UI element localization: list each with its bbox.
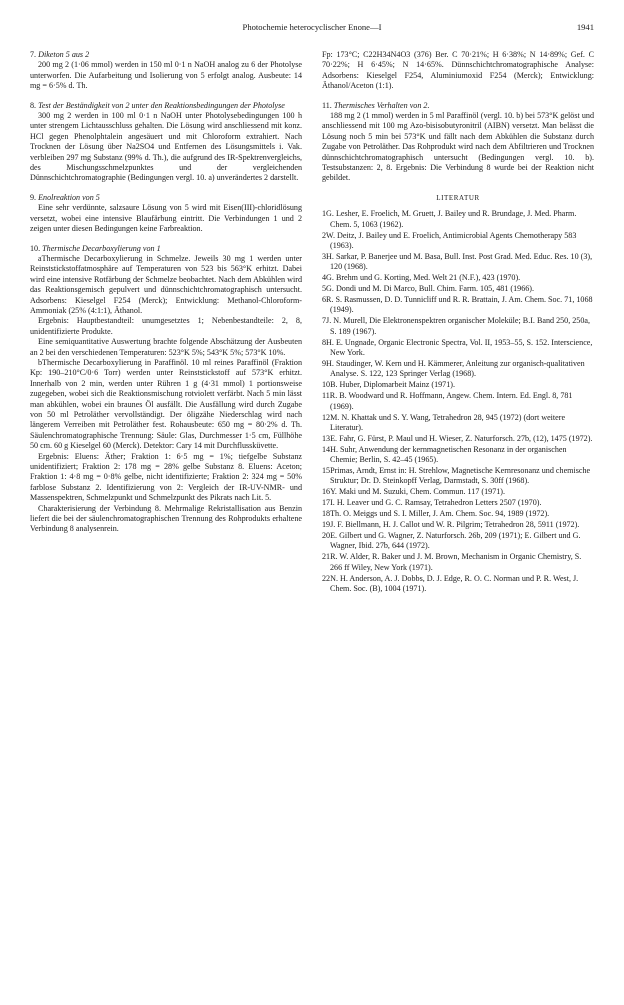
paragraph: Ergebnis: Eluens: Äther; Fraktion 1: 6·5 mg = 1%; tiefgelbe Substanz unidentifiziert; Fraktion 2: 178 mg = 28% gelbe Substanz 8. Eluens: Aceton; Fraktion 1: 4·8 mg = 0·8% gelbe, nicht identifizierte; Fraktion 2: 324 mg = 50% farblose Substanz 2. Identifizierung von 2: Vergleich der IR-UV-NMR- und Massenspektren, Schmelzpunkt und Schmelzpunkt des Pikrats nach Lit. 5. (30, 451, 302, 503)
reference-item: 19J. F. Biellmann, H. J. Callot und W. R. Pilgrim; Tetrahedron 28, 5911 (1972). (322, 520, 580, 530)
paragraph: 188 mg 2 (1 mmol) werden in 5 ml Paraffinöl (vergl. 10. b) bei 573°K gelöst und anschliessend mit 100 mg Azo-bisisobutyronitril (AIBN) versetzt. Man belässt die Lösung noch 5 min bei 573°K und fällt nach dem Abkühlen die Substanz durch Zugabe von Petroläther. Das Rohprodukt wird nach dem Abfiltrieren und Trocknen dünnschichtchromatographisch untersucht (Bedingungen vergl. 10. b). Testsubstanzen: 2, 8. Ergebnis: Die Verbindung 8 wurde bei der Reaktion nicht gebildet. (322, 111, 594, 183)
paragraph: Ergebnis: Hauptbestandteil: unumgesetztes 1; Nebenbestandteile: 2, 8, unidentifizierte Produkte. (30, 316, 302, 336)
paragraph: 300 mg 2 werden in 100 ml 0·1 n NaOH unter Photolysebedingungen 100 h unter strengem Lichtausschluss gehalten. Die Lösung wird anschliessend mit konz. HCl gegen Phenolphtalein angesäuert und mit Chloroform extrahiert. Nach Trocknen der Lösung über Na2SO4 und Entfernen des Lösungsmittels i. Vak. verbleiben 297 mg Substanz (99% d. Th.), die aufgrund des IR-Spektrenvergleichs, des Mischungsschmelzpunktes und der vergleichenden Dünnschichtchromatographie (Bedingungen vergl. 10. a) unverändertes 2 darstellt. (30, 111, 302, 183)
two-column-body (30, 50, 594, 595)
reference-item: 7J. N. Murell, Die Elektronenspektren organischer Moleküle; B.I. Band 250, 250a, S. 189 (1967). (322, 316, 591, 336)
paragraph: Charakterisierung der Verbindung 8. Mehrmalige Rekristallisation aus Benzin liefert die bei der säulenchromatographischen Trennung des Rohprodukts erhaltene Verbindung 8 analysenrein. (30, 503, 302, 534)
right-column (322, 50, 594, 595)
paragraph: aThermische Decarboxylierung in Schmelze. Jeweils 30 mg 1 werden unter Reinststickstoffatmosphäre auf Temperaturen von 523 bis 563°K erhitzt. Dabei wird eine intensive Rotfärbung der Schmelze beobachtet. Nach dem Abkühlen wird das Reaktionsgemisch gepulvert und dünnschichtchromatographisch untersucht. Adsorbens: Kieselgel F254 (Merck); Entwicklung: Methanol-Chloroform-Ammoniak (25% (4:1:1), Äthanol. (30, 253, 302, 315)
left-column (30, 50, 302, 595)
reference-item: 4G. Brehm und G. Korting, Med. Welt 21 (N.F.), 423 (1970). (322, 273, 521, 283)
section-title: 9. Enolreaktion von 5 (30, 192, 100, 202)
reference-item: 8H. E. Ungnade, Organic Electronic Spectra, Vol. II, 1953–55, S. 152. Interscience, New York. (322, 337, 593, 358)
reference-item: 6R. S. Rasmussen, D. D. Tunnicliff und R. R. Brattain, J. Am. Chem. Soc. 71, 1068 (1949). (322, 295, 593, 315)
reference-item: 5G. Dondi und M. Di Marco, Bull. Chim. Farm. 105, 481 (1966). (322, 284, 535, 294)
running-head (30, 22, 594, 36)
literature-heading: LITERATUR (436, 193, 480, 202)
reference-item: 17I. H. Leaver und G. C. Ramsay, Tetrahedron Letters 2507 (1970). (322, 498, 542, 508)
reference-item: 21R. W. Alder, R. Baker und J. M. Brown, Mechanism in Organic Chemistry, S. 266 ff Wiley, New York (1971). (322, 552, 582, 572)
section-title: 11. Thermisches Verhalten von 2. (322, 100, 430, 110)
section-title: 10. Thermische Decarboxylierung von 1 (30, 243, 161, 253)
reference-item: 20E. Gilbert und G. Wagner, Z. Naturforsch. 26b, 209 (1971); E. Gilbert und G. Wagner, Ibid. 27b, 644 (1972). (322, 530, 581, 551)
reference-item: 22N. H. Anderson, A. J. Dobbs, D. J. Edge, R. O. C. Norman und P. R. West, J. Chem. Soc. (B), 1004 (1971). (322, 573, 579, 593)
reference-item: 15Primas, Arndt, Ernst in: H. Strehlow, Magnetische Kernresonanz und chemische Struktur; Dr. D. Steinkopff Verlag, Darmstadt, S. 30ff (1968). (322, 466, 591, 486)
paragraph: Eine sehr verdünnte, salzsaure Lösung von 5 wird mit Eisen(III)-chloridlösung versetzt, wobei eine intensive Blaufärbung eintritt. Die Verbindungen 1 und 2 zeigen unter diesen Bedingungen keine Farbreaktion. (30, 203, 302, 234)
reference-item: 11R. B. Woodward und R. Hoffmann, Angew. Chem. Intern. Ed. Engl. 8, 781 (1969). (322, 391, 573, 411)
reference-item: 10B. Huber, Diplomarbeit Mainz (1971). (322, 380, 455, 390)
paragraph: Fp: 173°C; C22H34N4O3 (376) Ber. C 70·21%; H 6·38%; N 14·89%; Gef. C 70·22%; H 6·45%; N 14·65%. Dünnschichtchromatographische Analyse: Adsorbens: Kieselgel F254, Aluminiumoxid F254 (Merck); Entwicklung: Äthanol/Aceton (1:1). (322, 50, 594, 91)
section-11 (322, 101, 594, 184)
reference-item: 3H. Sarkar, P. Banerjee und M. Basa, Bull. Inst. Post Grad. Med. Educ. Res. 10 (3), 120 (1968). (322, 251, 593, 272)
reference-item: 1G. Lesher, E. Froelich, M. Gruett, J. Bailey und R. Brundage, J. Med. Pharm. Chem. 5, 1063 (1962). (322, 209, 577, 229)
characterization-paragraph (322, 50, 594, 92)
reference-item: 12M. N. Khattak und S. Y. Wang, Tetrahedron 28, 945 (1972) (dort weitere Literatur). (322, 412, 566, 432)
section-8 (30, 101, 302, 184)
reference-item: 16Y. Maki und M. Suzuki, Chem. Commun. 117 (1971). (322, 487, 506, 497)
reference-item: 2W. Deitz, J. Bailey und E. Froelich, Antimicrobial Agents Chemotherapy 583 (1963). (322, 230, 577, 250)
paragraph: Eine semiquantitative Auswertung brachte folgende Abschätzung der Ausbeuten an 2 bei den verschiedenen Temperaturen: 523°K 5%; 543°K 5%; 573°K 10%. (30, 337, 302, 357)
reference-item: 13E. Fahr, G. Fürst, P. Maul und H. Wieser, Z. Naturforsch. 27b, (12), 1475 (1972). (322, 433, 593, 443)
running-title: Photochemie heterocyclischer Enone—I (242, 22, 382, 32)
section-9 (30, 193, 302, 235)
paragraph: bThermische Decarboxylierung in Paraffinöl. 10 ml reines Paraffinöl (Fraktion Kp: 190–210°C/0·6 Torr) werden unter Reinststickstoff auf 573°K erhitzt. Innerhalb von 2 min, werden unter Rühren 1 g (4·31 mmol) 1 portionsweise zugegeben, wobei sich die Reaktionsmischung rotviolett verfärbt. Nach 5 min lässt man abkühlen, wobei ein braunes Öl ausfällt. Die Ausfällung wird durch Zugabe von 50 ml Petroläther vervollständigt. Der öligzähe Niederschlag wird nach längerem Verreiben mit Petroläther fest. Rohausbeute: 650 mg = 80·2% d. Th. Säulenchromatographische Trennung: Säule: Glas, Durchmesser 1·5 cm, Füllhöhe 50 cm. 60 g Kieselgel 60 (Merck). Detektor: Cary 14 mit Durchflussküvette. (30, 357, 302, 451)
paragraph: 200 mg 2 (1·06 mmol) werden in 150 ml 0·1 n NaOH analog zu 6 der Photolyse unterworfen. Die Aufarbeitung und Isolierung von 5 erfolgt analog. Ausbeute: 14 mg = 6·5% d. Th. (30, 60, 302, 91)
section-title: 7. Diketon 5 aus 2 (30, 50, 90, 59)
reference-item: 9H. Staudinger, W. Kern und H. Kämmerer, Anleitung zur organisch-qualitativen Analyse. S. 122, 123 Springer Verlag (1968). (322, 358, 585, 379)
section-7 (30, 50, 302, 92)
page-number: 1941 (576, 22, 594, 32)
section-10 (30, 244, 302, 535)
reference-item: 14H. Suhr, Anwendung der kernmagnetischen Resonanz in der organischen Chemie; Berlin, S. 42–45 (1965). (322, 444, 567, 465)
reference-list (322, 209, 594, 594)
reference-item: 18Th. O. Meiggs und S. I. Miller, J. Am. Chem. Soc. 94, 1989 (1972). (322, 509, 550, 519)
section-title: 8. Test der Beständigkeit von 2 unter den Reaktionsbedingungen der Photolyse (30, 100, 285, 110)
